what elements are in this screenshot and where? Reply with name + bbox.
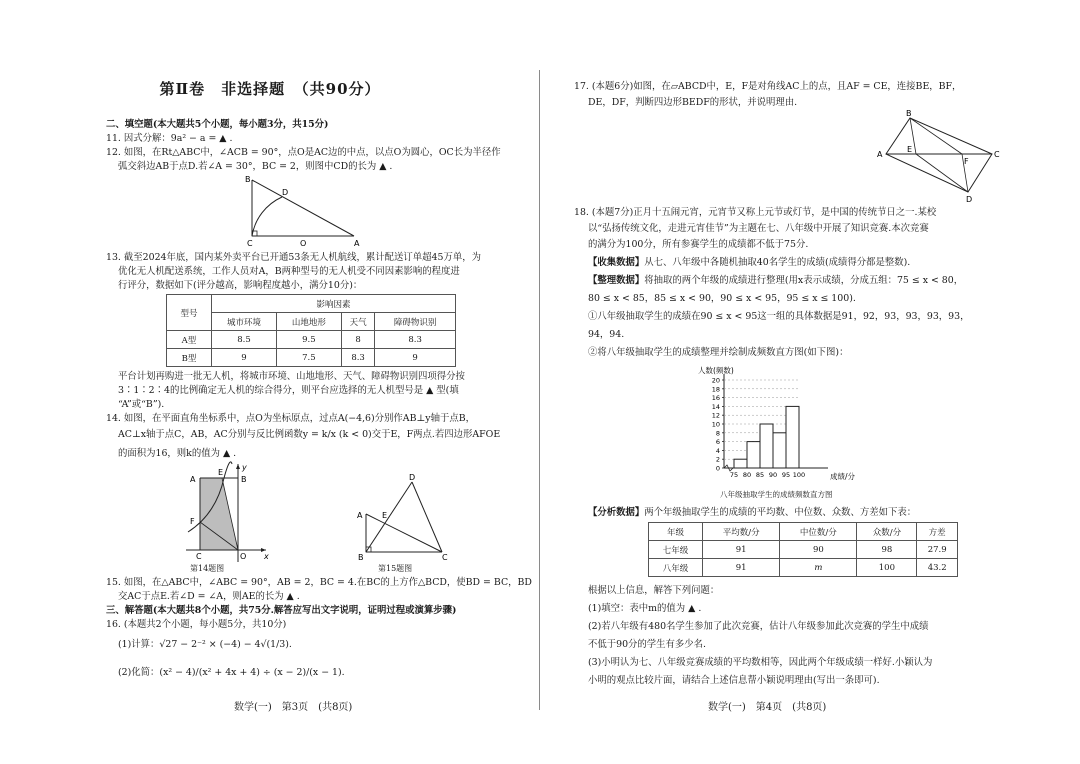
chart-bar: [747, 442, 760, 468]
chart-bar: [760, 424, 773, 468]
question-13-line5: 3∶1∶2∶4的比例确定无人机的综合得分，则平台应选择的无人机型号是 ▲ 型(填: [118, 385, 459, 396]
chart-y-tick-label: 4: [715, 446, 720, 455]
label-D: D: [966, 195, 973, 204]
table-q18-cell: 27.9: [917, 541, 958, 559]
table-q13-cell: 8.3: [341, 349, 374, 367]
question-15-line1: 15. 如图，在△ABC中，∠ABC = 90°，AB = 2，BC = 4.在BC的上方作△BCD，使BD = BC，BD: [106, 577, 532, 588]
table-q18-cell: 七年级: [649, 541, 703, 559]
section3-heading: 三、解答题(本大题共8个小题，共75分.解答应写出文字说明，证明过程或演算步骤): [106, 605, 457, 616]
question-11: 11. 因式分解：9a² − a = ▲ .: [106, 133, 233, 144]
label-B: B: [906, 109, 912, 118]
table-q18-cell: 43.2: [917, 559, 958, 577]
organize-data-line: [588, 274, 963, 287]
chart-y-tick-label: 6: [715, 438, 720, 447]
figure-q14-caption: 第14题图: [190, 564, 225, 573]
table-q18-cell: 八年级: [649, 559, 703, 577]
figure-q14: [186, 462, 286, 562]
chart-bar: [734, 459, 747, 468]
item1-line1: ①八年级抽取学生的成绩在90 ≤ x < 95这一组的具体数据是91，92，93，93，93，93，: [588, 311, 970, 322]
table-q13-factor: 障碍物识别: [375, 313, 456, 331]
question-14-line2: AC⊥x轴于点C，AB，AC分别与反比例函数y = k/x (k < 0)交于E，F两点.若四边形AFOE: [118, 429, 501, 440]
table-q13-cell: B型: [167, 349, 212, 367]
label-A: A: [190, 475, 196, 484]
histogram-chart: [698, 364, 868, 486]
table-q13: [166, 294, 456, 367]
chart-y-tick-label: 2: [715, 455, 720, 464]
table-q18-cell: 90: [780, 541, 857, 559]
chart-x-tick-label: 100: [792, 471, 806, 479]
question-17-line1: 17. (本题6分)如图，在▱ABCD中，E，F是对角线AC上的点，且AF = CE，连接BE，BF，: [574, 81, 962, 92]
label-B: B: [358, 553, 364, 562]
table-q13-cell: A型: [167, 331, 212, 349]
table-q13-cell: 7.5: [276, 349, 341, 367]
question-13-line1: 13. 截至2024年底，国内某外卖平台已开通53条无人机航线，累计配送订单超45万单，为: [106, 252, 481, 263]
label-B: B: [241, 475, 247, 484]
table-q13-factor: 城市环境: [212, 313, 277, 331]
question-13-line2: 优化无人机配送系统，工作人员对A，B两种型号的无人机受不同因素影响的程度进: [118, 266, 460, 277]
collect-text: 从七、八年级中各随机抽取40名学生的成绩(成绩得分都是整数).: [644, 257, 911, 268]
chart-y-tick-label: 0: [715, 464, 720, 473]
table-q18-cell: m: [780, 559, 857, 577]
chart-x-tick-label: 80: [742, 471, 752, 479]
after-line3b: 不低于90分的学生有多少名.: [588, 639, 707, 650]
chart-y-tick-label: 18: [711, 385, 720, 394]
chart-y-tick-label: 16: [711, 394, 720, 403]
after-line2: (1)填空：表中m的值为 ▲ .: [588, 603, 702, 614]
label-O: O: [300, 239, 307, 248]
chart-x-tick-label: 95: [781, 471, 791, 479]
organize-data-line2: 80 ≤ x < 85，85 ≤ x < 90，90 ≤ x < 95，95 ≤ x ≤ 100).: [588, 293, 856, 304]
question-16-line1: 16. (本题共2个小题，每小题5分，共10分): [106, 619, 287, 630]
analyze-label: 【分析数据】: [588, 507, 645, 518]
question-18-line3: 的满分为100分，所有参赛学生的成绩都不低于75分.: [588, 239, 809, 250]
label-A: A: [354, 239, 360, 248]
after-line1: 根据以上信息，解答下列问题：: [588, 585, 720, 596]
collect-label: 【收集数据】: [588, 257, 645, 268]
figure-q12: [244, 176, 364, 248]
label-A: A: [877, 150, 883, 159]
question-14-line1: 14. 如图，在平面直角坐标系中，点O为坐标原点，过点A(−4,6)分别作AB⊥y轴于点B，: [106, 413, 475, 424]
table-q18-header: 众数/分: [857, 523, 917, 541]
table-q13-factor: 天气: [341, 313, 374, 331]
question-18-line1: 18. (本题7分)正月十五闹元宵，元宵节又称上元节或灯节，是中国的传统节日之一.某校: [574, 207, 937, 218]
question-15-line2: 交AC于点E.若∠D = ∠A，则AE的长为 ▲ .: [118, 591, 300, 602]
question-14-line3: 的面积为16，则k的值为 ▲ .: [118, 448, 237, 459]
chart-y-tick-label: 14: [711, 402, 720, 411]
label-F: F: [190, 517, 195, 526]
label-F: F: [964, 157, 969, 166]
label-B: B: [245, 175, 251, 184]
chart-y-tick-label: 8: [715, 429, 720, 438]
question-17-line2: DE，DF，判断四边形BEDF的形状，并说明理由.: [588, 97, 798, 108]
after-line3a: (2)若八年级有480名学生参加了此次竞赛，估计八年级参加此次竞赛的学生中成绩: [588, 621, 929, 632]
chart-y-tick-label: 20: [711, 376, 720, 385]
question-13-line6: “A”或“B”).: [118, 399, 165, 410]
chart-title: 八年级抽取学生的成绩频数直方图: [720, 490, 833, 499]
item1-line2: 94，94.: [588, 329, 625, 340]
table-q13-cell: 8: [341, 331, 374, 349]
figure-q17: [877, 109, 1000, 204]
table-q13-cell: 8.3: [375, 331, 456, 349]
label-E: E: [907, 145, 913, 154]
organize-label: 【整理数据】: [588, 275, 645, 286]
collect-data-line: [588, 256, 910, 269]
table-q13-cell: 9: [212, 349, 277, 367]
table-q18-cell: 98: [857, 541, 917, 559]
label-C: C: [994, 150, 1000, 159]
table-q18-header: 方差: [917, 523, 958, 541]
question-16-part2: (2)化简：(x² − 4)/(x² + 4x + 4) ÷ (x − 2)/(x − 1).: [118, 667, 345, 678]
table-q18-header: 平均数/分: [703, 523, 780, 541]
table-q13-cell: 9.5: [276, 331, 341, 349]
organize-text: 将抽取的两个年级的成绩进行整理(用x表示成绩，分成五组：75 ≤ x < 80，: [644, 275, 964, 286]
table-q18-cell: 100: [857, 559, 917, 577]
item2-line: ②将八年级抽取学生的成绩整理并绘制成频数直方图(如下图)：: [588, 347, 849, 358]
label-C: C: [247, 239, 253, 248]
question-12-line2: 弧交斜边AB于点D.若∠A = 30°，BC = 2，则图中CD的长为 ▲ .: [118, 161, 393, 172]
label-y: y: [242, 463, 247, 472]
question-13-line3: 行评分，数据如下(评分越高，影响程度越小，满分10分)：: [118, 280, 363, 291]
right-page: [540, 0, 1080, 764]
label-D: D: [409, 473, 416, 482]
after-line4b: 小明的观点比较片面，请结合上述信息帮小颖说明理由(写出一条即可).: [588, 675, 880, 686]
chart-y-tick-label: 12: [711, 411, 720, 420]
table-q13-group-header: 影响因素: [212, 295, 456, 313]
table-q13-type-header: 型号: [167, 295, 212, 331]
analyze-text: 两个年级抽取学生的成绩的平均数、中位数、众数、方差如下表：: [644, 507, 917, 518]
figure-q15-caption: 第15题图: [378, 564, 413, 573]
chart-bar: [773, 433, 786, 468]
table-q13-cell: 8.5: [212, 331, 277, 349]
chart-xlabel: 成绩/分: [830, 472, 856, 481]
table-q18-cell: 91: [703, 541, 780, 559]
label-D: D: [282, 188, 289, 197]
label-O: O: [240, 552, 247, 561]
question-16-part1: (1)计算：√27 − 2⁻² × (−4) − 4√(1/3).: [118, 639, 292, 650]
question-18-line2: 以“弘扬传统文化，走进元宵佳节”为主题在七、八年级中开展了知识竞赛.本次竞赛: [588, 223, 929, 234]
question-13-line4: 平台计划再购进一批无人机，将城市环境、山地地形、天气、障碍物识别四项得分按: [118, 371, 465, 382]
label-C: C: [442, 553, 448, 562]
chart-bar: [786, 406, 799, 468]
section2-heading: 二、填空题(本大题共5个小题，每小题3分，共15分): [106, 119, 329, 130]
label-C: C: [196, 552, 202, 561]
label-A: A: [357, 511, 363, 520]
table-q13-cell: 9: [375, 349, 456, 367]
left-footer: 数学(一) 第3页 (共8页): [234, 702, 353, 713]
after-line4a: (3)小明认为七、八年级竞赛成绩的平均数相等，因此两个年级成绩一样好.小颖认为: [588, 657, 933, 668]
chart-x-tick-label: 85: [755, 471, 765, 479]
table-q18-header: 中位数/分: [780, 523, 857, 541]
question-12-line1: 12. 如图，在Rt△ABC中，∠ACB = 90°，点O是AC边的中点，以点O为圆心，OC长为半径作: [106, 147, 501, 158]
right-footer: 数学(一) 第4页 (共8页): [708, 702, 827, 713]
chart-ylabel: 人数(频数): [698, 366, 734, 375]
label-E: E: [382, 511, 388, 520]
table-q18-header: 年级: [649, 523, 703, 541]
table-q18-cell: 91: [703, 559, 780, 577]
figure-q15: [352, 472, 462, 562]
chart-x-tick-label: 90: [768, 471, 778, 479]
chart-x-tick-label: 75: [729, 471, 739, 479]
label-E: E: [218, 468, 224, 477]
table-q18: [648, 522, 958, 577]
chart-y-tick-label: 10: [711, 420, 720, 429]
label-x: x: [264, 552, 269, 561]
part-title: 第Ⅱ卷 非选择题 （共90分）: [159, 80, 381, 98]
table-q13-factor: 山地地形: [276, 313, 341, 331]
analyze-data-line: [588, 506, 916, 519]
